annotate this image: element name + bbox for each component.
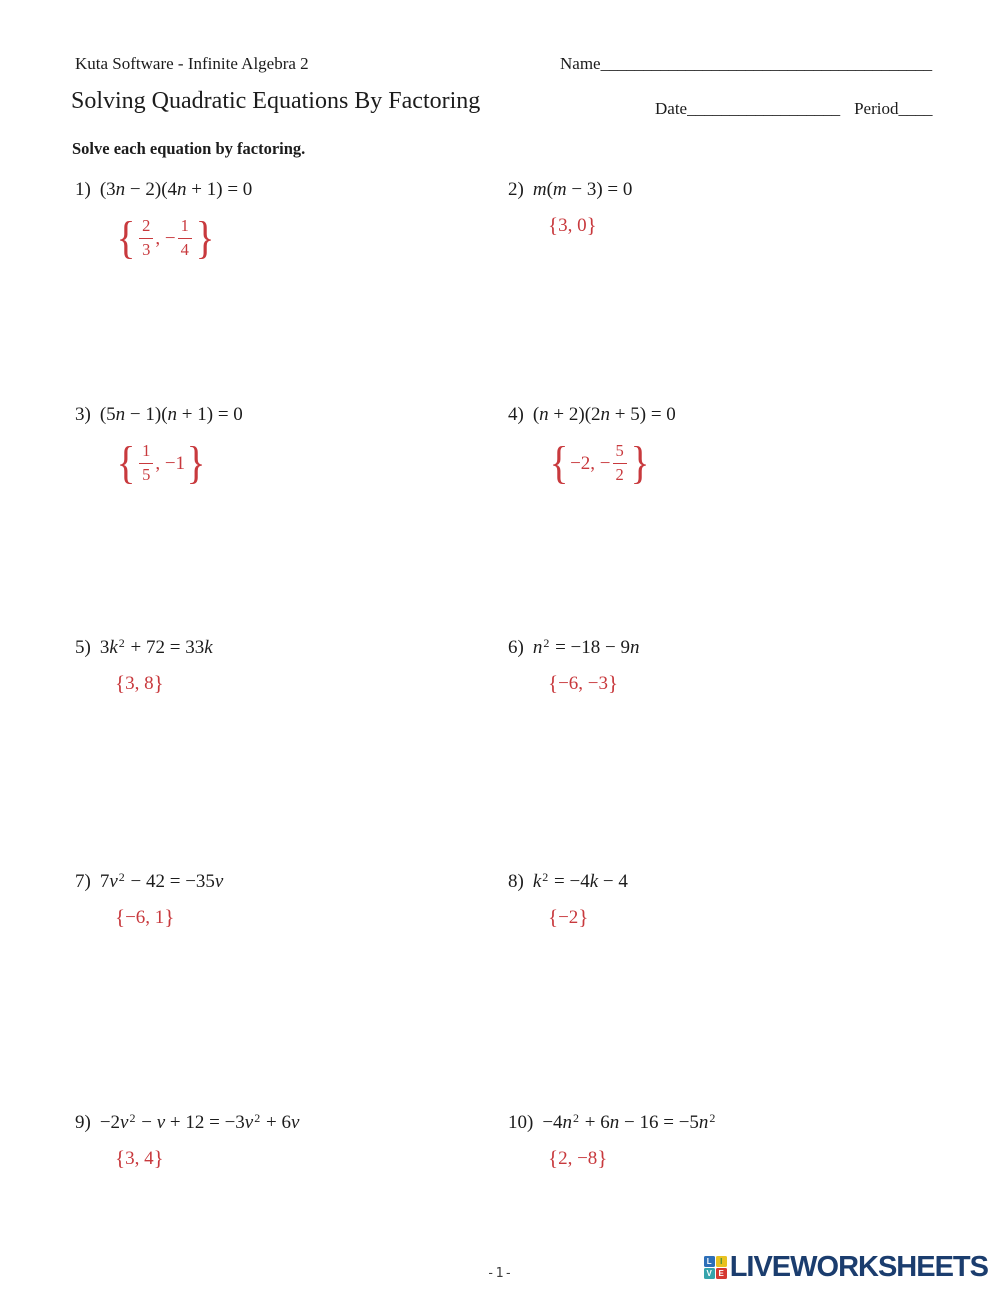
problem-1: [75, 177, 252, 261]
answer: [115, 437, 243, 488]
problem-2: [508, 177, 632, 236]
problem-7: [75, 869, 223, 928]
problem-number: 4): [508, 404, 524, 425]
date-label: Date: [655, 99, 688, 118]
brace-open: {: [115, 905, 126, 929]
equation: [508, 635, 639, 661]
problem-number: 9): [75, 1112, 91, 1133]
problem-8: [508, 869, 628, 928]
answer-text: −2: [558, 907, 579, 928]
equation: [508, 402, 676, 428]
liveworksheets-logo-tiles: [704, 1256, 727, 1279]
logo-tile-i: I: [716, 1256, 727, 1267]
page-title: Solving Quadratic Equations By Factoring: [71, 88, 481, 114]
answer-text: $\frac{2}{3}$ , − $\frac{1}{4}$: [137, 216, 194, 260]
brace-close: }: [608, 671, 619, 695]
brace-close: }: [164, 905, 175, 929]
problem-4: [508, 402, 676, 486]
problem-6: [508, 635, 639, 694]
page-number: -1-: [486, 1266, 514, 1281]
equation: [75, 402, 243, 428]
equation-text: m(m − 3) = 0: [532, 179, 633, 200]
equation: [75, 177, 252, 203]
answer-text: 3, 0: [558, 215, 587, 236]
instructions: Solve each equation by factoring.: [72, 139, 306, 158]
answer-text: −6, −3: [558, 673, 609, 694]
brace-close: }: [195, 212, 215, 263]
problem-5: [75, 635, 213, 694]
answer-text: −6, 1: [125, 907, 165, 928]
equation-text: (5n − 1)(n + 1) = 0: [99, 404, 243, 425]
date-period-fields: [655, 99, 932, 119]
equation-text: $-2v^2 - v + 12 = -3v^2 + 6v$: [99, 1111, 300, 1133]
problem-number: 7): [75, 871, 91, 892]
name-blank-line[interactable]: _______________________________________: [600, 54, 933, 73]
brace-open: {: [115, 1146, 126, 1170]
problem-3: [75, 402, 243, 486]
logo-tile-l: L: [704, 1256, 715, 1267]
brace-open: {: [116, 437, 136, 488]
answer-text: 2, −8: [558, 1148, 598, 1169]
equation: [75, 869, 223, 895]
name-field: [560, 54, 932, 74]
answer-text: $\frac{1}{5}$ , −1: [137, 441, 185, 485]
brace-open: {: [548, 1146, 559, 1170]
answer-text: −2, − $\frac{5}{2}$: [570, 441, 629, 485]
equation: [508, 869, 628, 895]
equation-text: (n + 2)(2n + 5) = 0: [532, 404, 676, 425]
equation-text: $n^2 = -18 - 9n$: [532, 636, 640, 658]
logo-tile-v: V: [704, 1268, 715, 1279]
equation-text: $3k^2 + 72 = 33k$: [99, 636, 213, 658]
brace-open: {: [116, 212, 136, 263]
answer: [115, 673, 213, 694]
equation: [508, 177, 632, 203]
answer: [115, 907, 223, 928]
problem-number: 1): [75, 179, 91, 200]
logo-tile-e: E: [716, 1268, 727, 1279]
brace-close: }: [586, 213, 597, 237]
problem-number: 6): [508, 637, 524, 658]
problem-number: 2): [508, 179, 524, 200]
answer: [548, 1148, 716, 1169]
answer: [548, 215, 632, 236]
problem-number: 8): [508, 871, 524, 892]
equation: [75, 1110, 299, 1136]
problem-number: 3): [75, 404, 91, 425]
answer: [115, 1148, 299, 1169]
name-label: Name: [560, 54, 601, 73]
brace-open: {: [549, 437, 569, 488]
brace-open: {: [115, 671, 126, 695]
equation-text: $7v^2 - 42 = -35v$: [99, 870, 224, 892]
problem-number: 5): [75, 637, 91, 658]
equation: [508, 1110, 716, 1136]
brace-close: }: [186, 437, 206, 488]
equation-text: (3n − 2)(4n + 1) = 0: [99, 179, 253, 200]
brace-open: {: [548, 671, 559, 695]
brace-close: }: [630, 437, 650, 488]
answer: [548, 673, 639, 694]
equation: [75, 635, 213, 661]
answer: [115, 212, 252, 263]
answer: [548, 907, 628, 928]
problem-10: [508, 1110, 716, 1169]
answer-text: 3, 8: [125, 673, 154, 694]
brace-close: }: [597, 1146, 608, 1170]
course-label: Kuta Software - Infinite Algebra 2: [75, 54, 309, 73]
period-label: Period: [854, 99, 899, 118]
brace-close: }: [153, 1146, 164, 1170]
period-blank-line[interactable]: ____: [898, 99, 933, 118]
brace-close: }: [153, 671, 164, 695]
equation-text: $-4n^2 + 6n - 16 = -5n^2$: [542, 1111, 716, 1133]
liveworksheets-wordmark: LIVEWORKSHEETS: [729, 1251, 988, 1283]
answer-text: 3, 4: [125, 1148, 154, 1169]
equation-text: $k^2 = -4k - 4$: [532, 870, 628, 892]
problem-9: [75, 1110, 299, 1169]
brace-close: }: [578, 905, 589, 929]
problem-number: 10): [508, 1112, 534, 1133]
brace-open: {: [548, 213, 559, 237]
date-blank-line[interactable]: __________________: [687, 99, 841, 118]
liveworksheets-logo[interactable]: [704, 1251, 988, 1284]
brace-open: {: [548, 905, 559, 929]
answer: [548, 437, 676, 488]
